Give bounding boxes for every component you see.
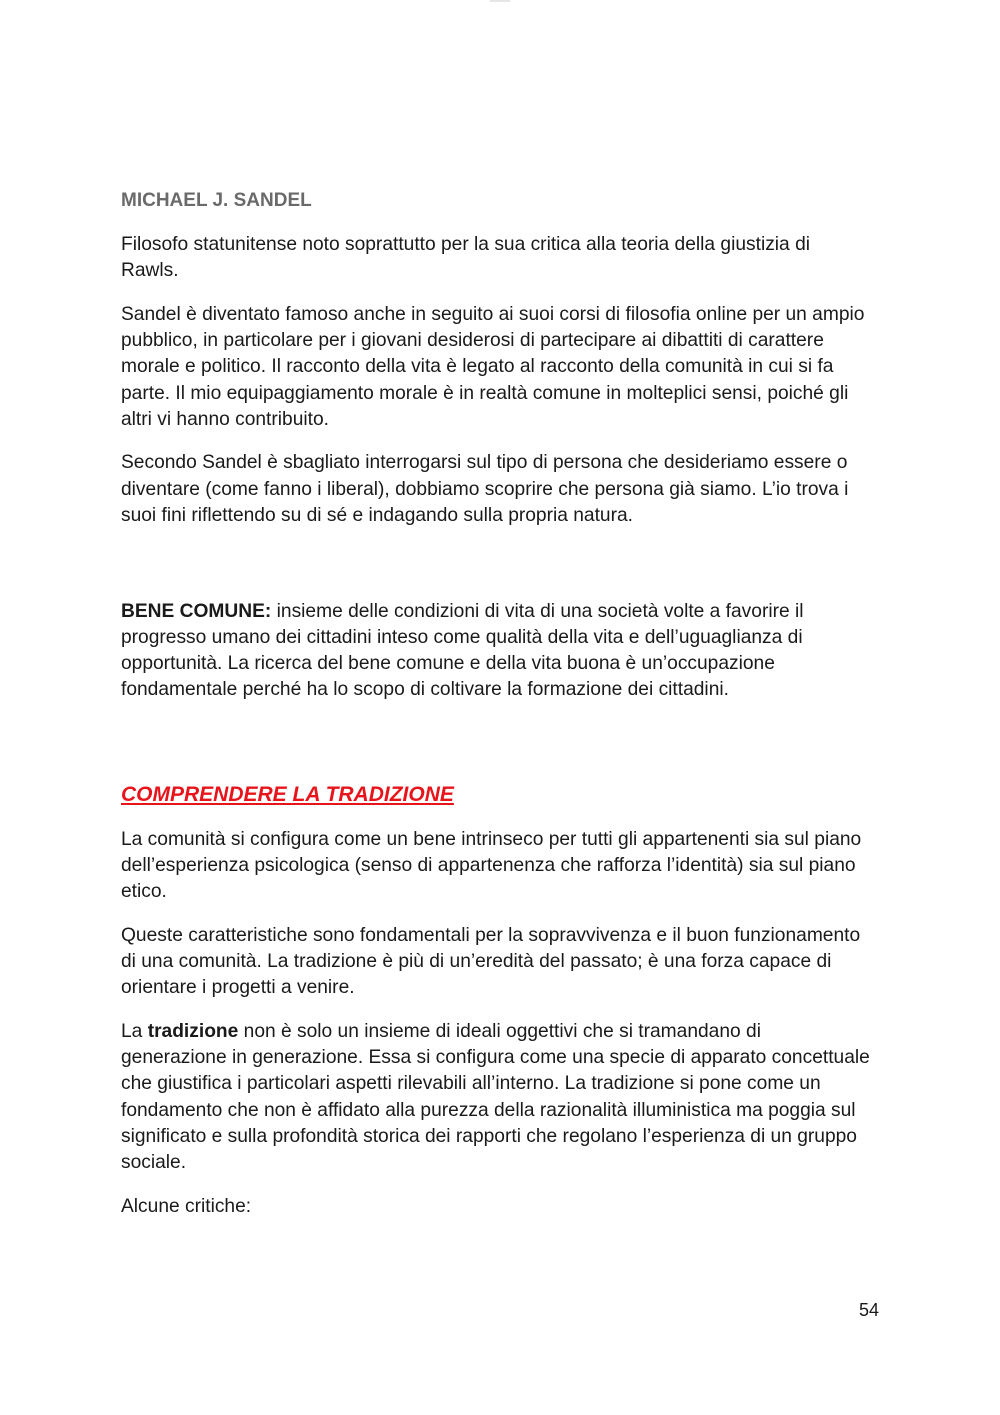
tradition-prefix: La <box>121 1021 148 1043</box>
bene-comune-definition: insieme delle condizioni di vita di una società volte a favorire il progresso umano dei cittadini inteso come qualità della vita e dell’uguaglianza di opportunità. La ricerca del bene comune e della vita buona è un’occupazione fondamentale perché ha lo scopo di coltivare la formazione dei cittadini. <box>121 600 804 701</box>
page-content <box>121 188 871 1237</box>
tradition-text: non è solo un insieme di ideali oggettivi che si tramandano di generazione in generazione. Essa si configura come una specie di apparato concettuale che giustifica i particolari aspetti rilevabili all’interno. La tradizione si pone come un fondamento che non è affidato alla purezza della razionalità illuministica ma poggia sul significato e sulla profondità storica dei rapporti che regolano l’esperienza di un gruppo sociale. <box>121 1021 870 1174</box>
self-paragraph: Secondo Sandel è sbagliato interrogarsi sul tipo di persona che desideriamo essere o diventare (come fanno i liberal), dobbiamo scoprire che persona già siamo. L’io trova i suoi fini riflettendo su di sé e indagando sulla propria natura. <box>121 452 849 526</box>
tradition-paragraph <box>121 1019 871 1176</box>
page-number: 54 <box>858 1300 879 1320</box>
fame-paragraph: Sandel è diventato famoso anche in seguito ai suoi corsi di filosofia online per un ampio pubblico, in particolare per i giovani desiderosi di partecipare ai dibattiti di carattere morale e politico. Il racconto della vita è legato al racconto della comunità in cui si fa parte. Il mio equipaggiamento morale è in realtà comune in molteplici sensi, poiché gli altri vi hanno contribuito. <box>121 303 865 430</box>
critiques-label: Alcune critiche: <box>121 1195 252 1217</box>
features-paragraph: Queste caratteristiche sono fondamentali per la sopravvivenza e il buon funzionamento di una comunità. La tradizione è più di un’eredità del passato; è una forza capace di orientare i progetti a venire. <box>121 924 861 999</box>
spacer <box>121 721 871 781</box>
community-paragraph: La comunità si configura come un bene intrinseco per tutti gli appartenenti sia sul piano dell’esperienza psicologica (senso di appartenenza che rafforza l’identità) sia sul piano etico. <box>121 828 862 903</box>
section-title: COMPRENDERE LA TRADIZIONE <box>121 782 454 806</box>
bene-comune-paragraph <box>121 599 871 704</box>
tradition-term: tradizione <box>147 1021 239 1043</box>
header-mark <box>490 0 510 2</box>
intro-paragraph: Filosofo statunitense noto soprattutto per la sua critica alla teoria della giustizia di Rawls. <box>121 234 810 282</box>
spacer <box>121 547 871 599</box>
bene-comune-term: BENE COMUNE: <box>121 600 272 622</box>
author-heading: MICHAEL J. SANDEL <box>121 190 312 211</box>
